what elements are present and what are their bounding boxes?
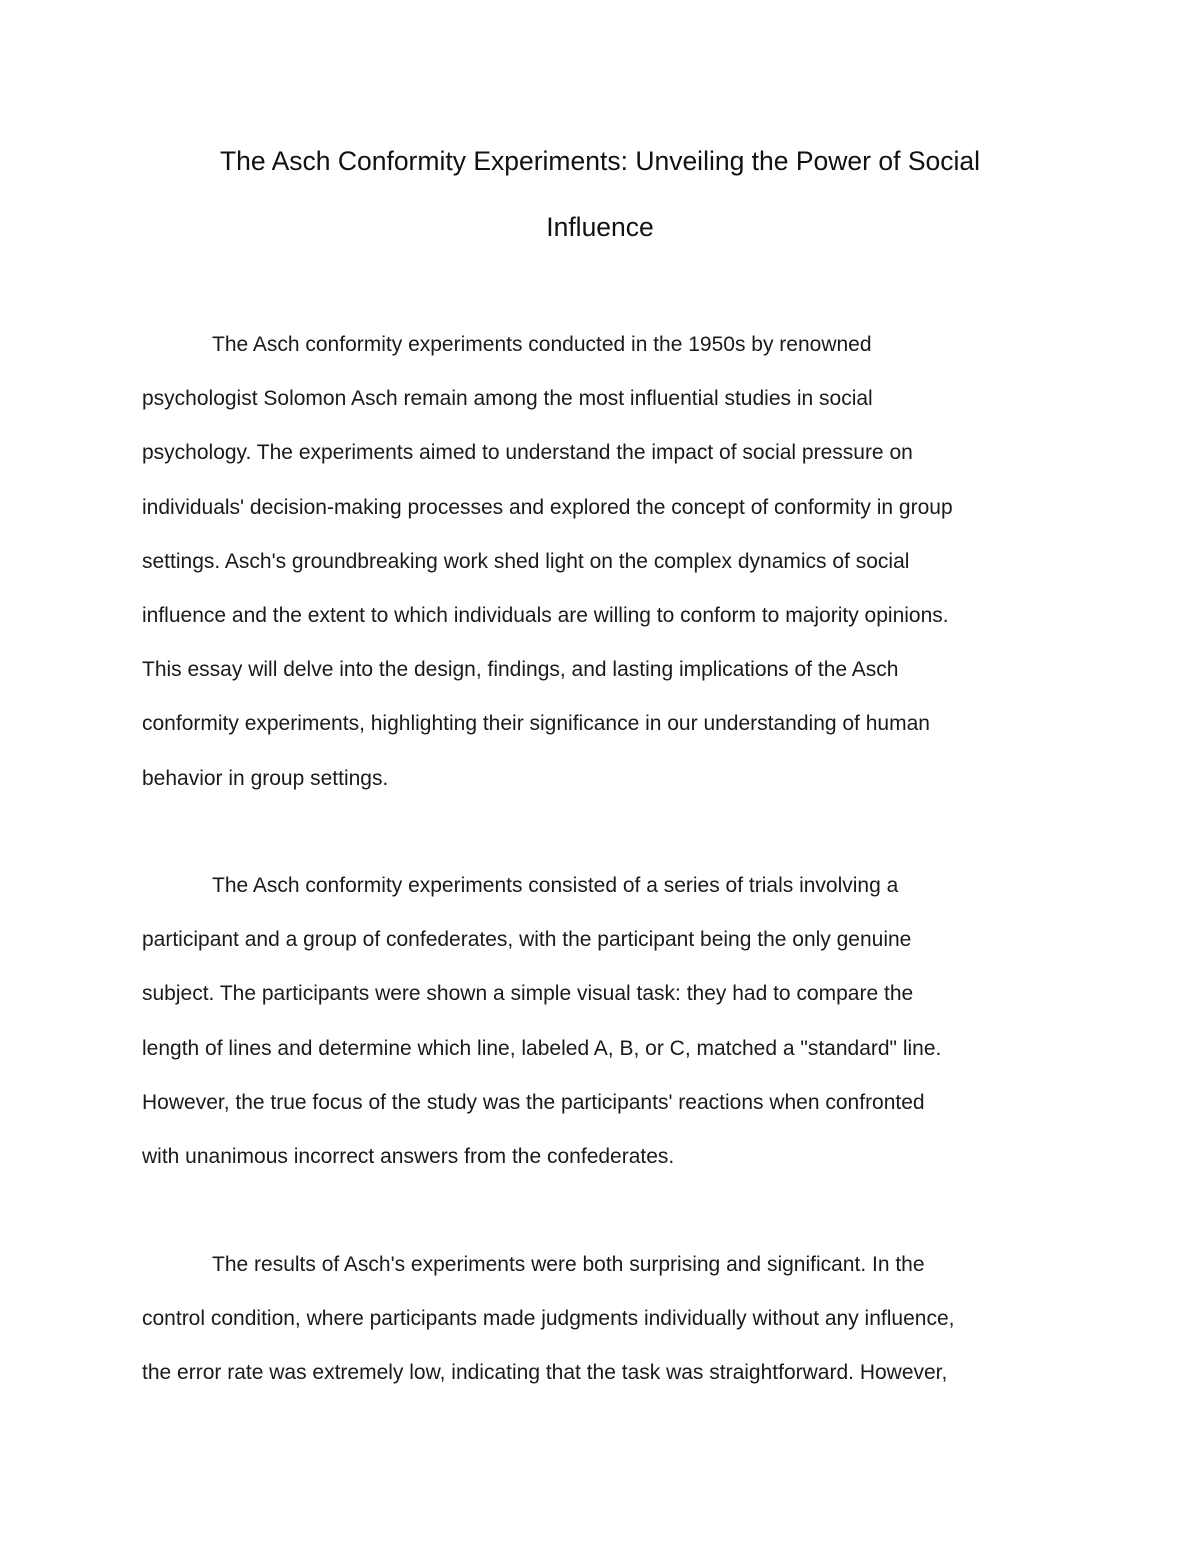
paragraph-line: subject. The participants were shown a simple visual task: they had to compare the [142,982,914,1006]
paragraph-line: the error rate was extremely low, indicating that the task was straightforward. However, [142,1361,948,1385]
paragraph-line: The Asch conformity experiments conducted in the 1950s by renowned [212,333,872,356]
paragraph-line: with unanimous incorrect answers from the confederates. [142,1145,675,1169]
paragraph-line: However, the true focus of the study was the participants' reactions when confronted [142,1090,925,1114]
title-line: The Asch Conformity Experiments: Unveiling the Power of Social [220,146,980,176]
paragraph-line: The Asch conformity experiments consisted of a series of trials involving a [212,874,899,897]
paragraph-line: influence and the extent to which individuals are willing to conform to majority opinions. [142,604,949,628]
paragraph-results [142,1238,1062,1401]
paragraph-line: individuals' decision-making processes and explored the concept of conformity in group [142,495,953,519]
paragraph-line: The results of Asch's experiments were both surprising and significant. In the [212,1253,925,1276]
paragraph-line: length of lines and determine which line, labeled A, B, or C, matched a "standard" line. [142,1036,942,1060]
paragraph-line: psychology. The experiments aimed to understand the impact of social pressure on [142,441,913,465]
title-line: Influence [546,212,654,242]
paragraph-line: participant and a group of confederates, with the participant being the only genuine [142,928,912,952]
paragraph-line: psychologist Solomon Asch remain among the most influential studies in social [142,387,873,411]
paragraph-line: settings. Asch's groundbreaking work shed light on the complex dynamics of social [142,549,910,573]
document-title [100,128,1100,260]
paragraph-line: control condition, where participants made judgments individually without any influence, [142,1307,955,1331]
paragraph-introduction [142,318,1062,806]
paragraph-line: This essay will delve into the design, findings, and lasting implications of the Asch [142,658,899,682]
paragraph-line: conformity experiments, highlighting their significance in our understanding of human [142,712,930,736]
paragraph-design [142,859,1062,1184]
paragraph-line: behavior in group settings. [142,766,389,790]
